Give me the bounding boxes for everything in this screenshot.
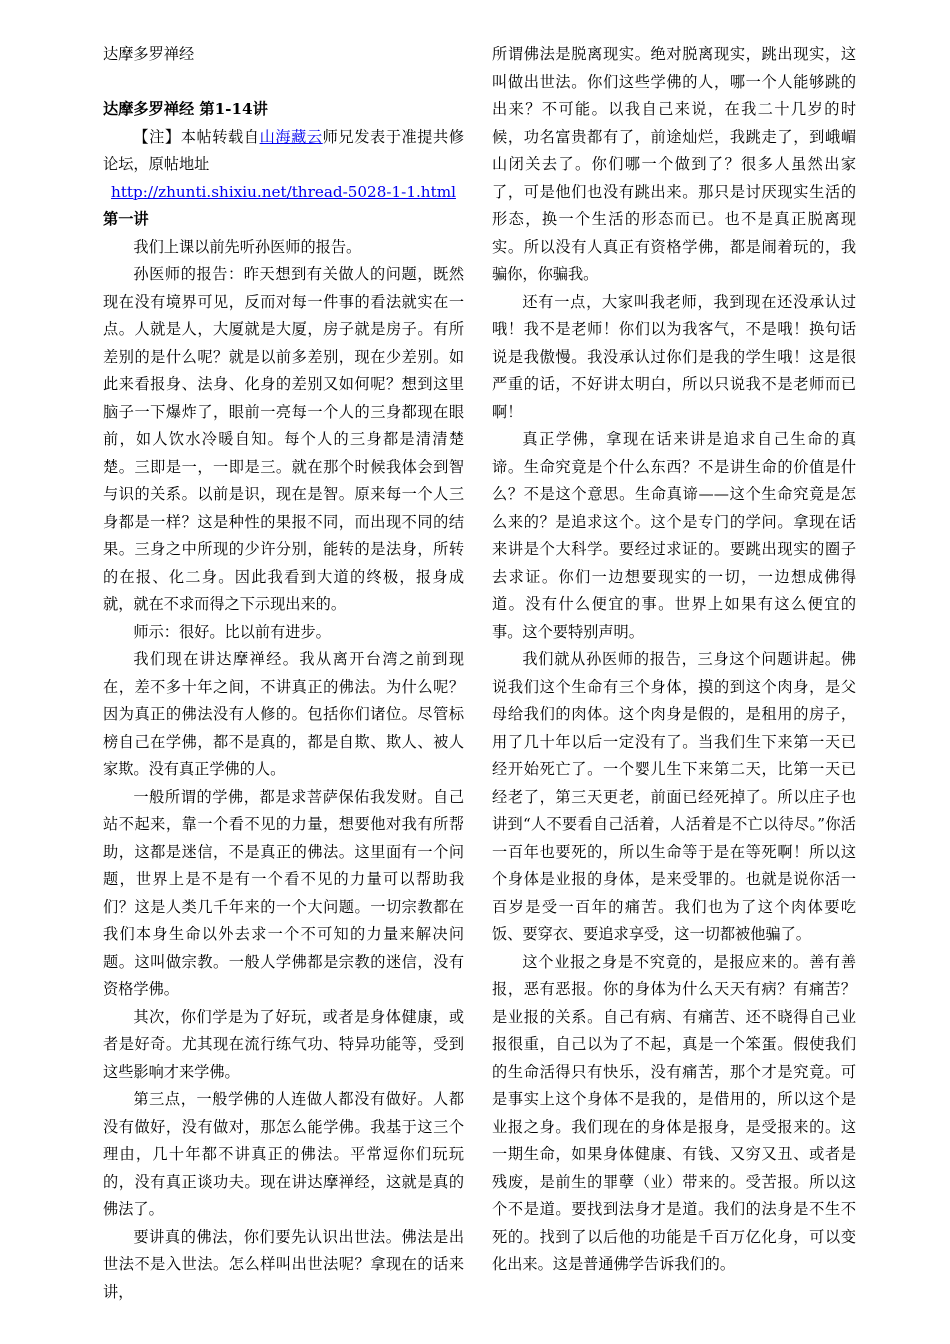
paragraph: 一般所谓的学佛，都是求菩萨保佑我发财。自己站不起来，靠一个看不见的力量，想要他对我有所帮助，这都是迷信，不是真正的佛法。这里面有一个问题，世界上是不是有一个看不见的力量可以帮助我们？这是人类几千年来的一个大问题。一切宗教都在我们本身生命以外去求一个不可知的力量来解决问题。这叫做宗教。一般人学佛都是宗教的迷信，没有资格学佛。 bbox=[103, 787, 464, 998]
spacer bbox=[103, 69, 464, 97]
note-prefix: 【注】本帖转载自 bbox=[133, 127, 260, 146]
paragraph: 这个业报之身是不究竟的，是报应来的。善有善报，恶有恶报。你的身体为什么天天有病？有痛苦？是业报的关系。自己有病、有痛苦、还不晓得自己业报很重，自己以为了不起，真是一个笨蛋。假使我们的生命活得只有快乐，没有痛苦，那个才是究竟。可是事实上这个身体不是我的，是借用的，所以这个是业报之身。我们现在的身体是报身，是受报来的。这一期生命，如果身体健康、有钱、又穷又丑、或者是残废，是前生的罪孽（业）带来的。受苦报。所以这个不是道。要找到法身才是道。我们的法身是不生不死的。找到了以后他的功能是千百万亿化身，可以变化出来。这是普通佛学告诉我们的。 bbox=[492, 952, 856, 1273]
paragraph: 要讲真的佛法，你们要先认识出世法。佛法是出世法不是入世法。怎么样叫出世法呢？拿现在的话来讲， bbox=[103, 1227, 464, 1301]
paragraph: 师示：很好。比以前有进步。 bbox=[133, 622, 331, 641]
paragraph: 我们现在讲达摩禅经。我从离开台湾之前到现在，差不多十年之间，不讲真正的佛法。为什么呢？因为真正的佛法没有人修的。包括你们诸位。尽管标榜自己在学佛，都不是真的，都是自欺、欺人、被人家欺。没有真正学佛的人。 bbox=[103, 650, 464, 778]
note-suffix: 师兄发表于准提共修论坛，原帖地址 bbox=[103, 127, 465, 173]
running-header: 达摩多罗禅经 bbox=[103, 45, 195, 63]
right-column bbox=[492, 41, 856, 1279]
paragraph: 我们上课以前先听孙医师的报告。 bbox=[133, 237, 362, 256]
paragraph: 其次，你们学是为了好玩，或者是身体健康，或者是好奇。尤其现在流行练气功、特异功能等，受到这些影响才来学佛。 bbox=[103, 1007, 464, 1081]
paragraph-continued: 所谓佛法是脱离现实。绝对脱离现实，跳出现实，这叫做出世法。你们这些学佛的人，哪一个人能够跳的出来？不可能。以我自己来说，在我二十几岁的时候，功名富贵都有了，前途灿烂，我跳走了，到峨嵋山闭关去了。你们哪一个做到了？很多人虽然出家了，可是他们也没有跳出来。那只是讨厌现实生活的形态，换一个生活的形态而已。也不是真正脱离现实。所以没有人真正有资格学佛，都是闹着玩的，我骗你，你骗我。 bbox=[492, 45, 856, 283]
document-title: 达摩多罗禅经 第1-14讲 bbox=[103, 100, 268, 118]
source-url-link[interactable]: http://zhunti.shixiu.net/thread-5028-1-1.html bbox=[111, 182, 456, 201]
source-note bbox=[103, 124, 464, 179]
paragraph: 还有一点，大家叫我老师，我到现在还没承认过哦！我不是老师！你们以为我客气，不是哦！换句话说是我傲慢。我没承认过你们是我的学生哦！这是很严重的话，不好讲太明白，所以只说我不是老师而已啊！ bbox=[492, 292, 856, 421]
lecture-heading: 第一讲 bbox=[103, 210, 149, 228]
paragraph: 我们就从孙医师的报告，三身这个问题讲起。佛说我们这个生命有三个身体，摸的到这个肉身，是父母给我们的肉体。这个肉身是假的，是租用的房子，用了几十年以后一定没有了。当我们生下来第一天已经开始死亡了。一个婴儿生下来第二天，比第一天已经老了，第三天更老，前面已经死掉了。所以庄子也讲到“人不要看自己活着，人活着是不亡以待尽。”你活一百年也要死的，所以生命等于是在等死啊！所以这个身体是业报的身体，是来受罪的。也就是说你活一百岁是受一百年的痛苦。我们也为了这个肉体要吃饭、要穿衣、要追求享受，这一切都被他骗了。 bbox=[492, 650, 856, 943]
paragraph: 真正学佛，拿现在话来讲是追求自己生命的真谛。生命究竟是个什么东西？不是讲生命的价值是什么？不是这个意思。生命真谛——这个生命究竟是怎么来的？是追求这个。这个是专门的学问。拿现在话来讲是个大科学。要经过求证的。要跳出现实的圈子去求证。你们一边想要现实的一切，一边想成佛得道。没有什么便宜的事。世界上如果有这么便宜的事。这个要特别声明。 bbox=[492, 430, 856, 641]
paragraph: 第三点，一般学佛的人连做人都没有做好。人都没有做好，没有做对，那怎么能学佛。我基于这三个理由，几十年都不讲真正的佛法。平常逗你们玩玩的，没有真正谈功夫。现在讲达摩禅经，这就是真的佛法了。 bbox=[103, 1090, 464, 1218]
left-column bbox=[103, 41, 464, 1306]
source-url-row bbox=[103, 179, 464, 207]
author-link[interactable]: 山海藏云 bbox=[259, 127, 323, 146]
paragraph: 孙医师的报告：昨天想到有关做人的问题，既然现在没有境界可见，反而对每一件事的看法就实在一点。人就是人，大厦就是大厦，房子就是房子。有所差别的是什么呢？就是以前多差别，现在少差别。如此来看报身、法身、化身的差别又如何呢？想到这里脑子一下爆炸了，眼前一亮每一个人的三身都现在眼前，如人饮水冷暖自知。每个人的三身都是清清楚楚。三即是一，一即是三。就在那个时候我体会到智与识的关系。以前是识，现在是智。原来每一个人三身都是一样？这是种性的果报不同，而出现不同的结果。三身之中所现的少许分别，能转的是法身，所转的在报、化二身。因此我看到大道的终极，报身成就，就在不求而得之下示现出来的。 bbox=[103, 265, 464, 613]
